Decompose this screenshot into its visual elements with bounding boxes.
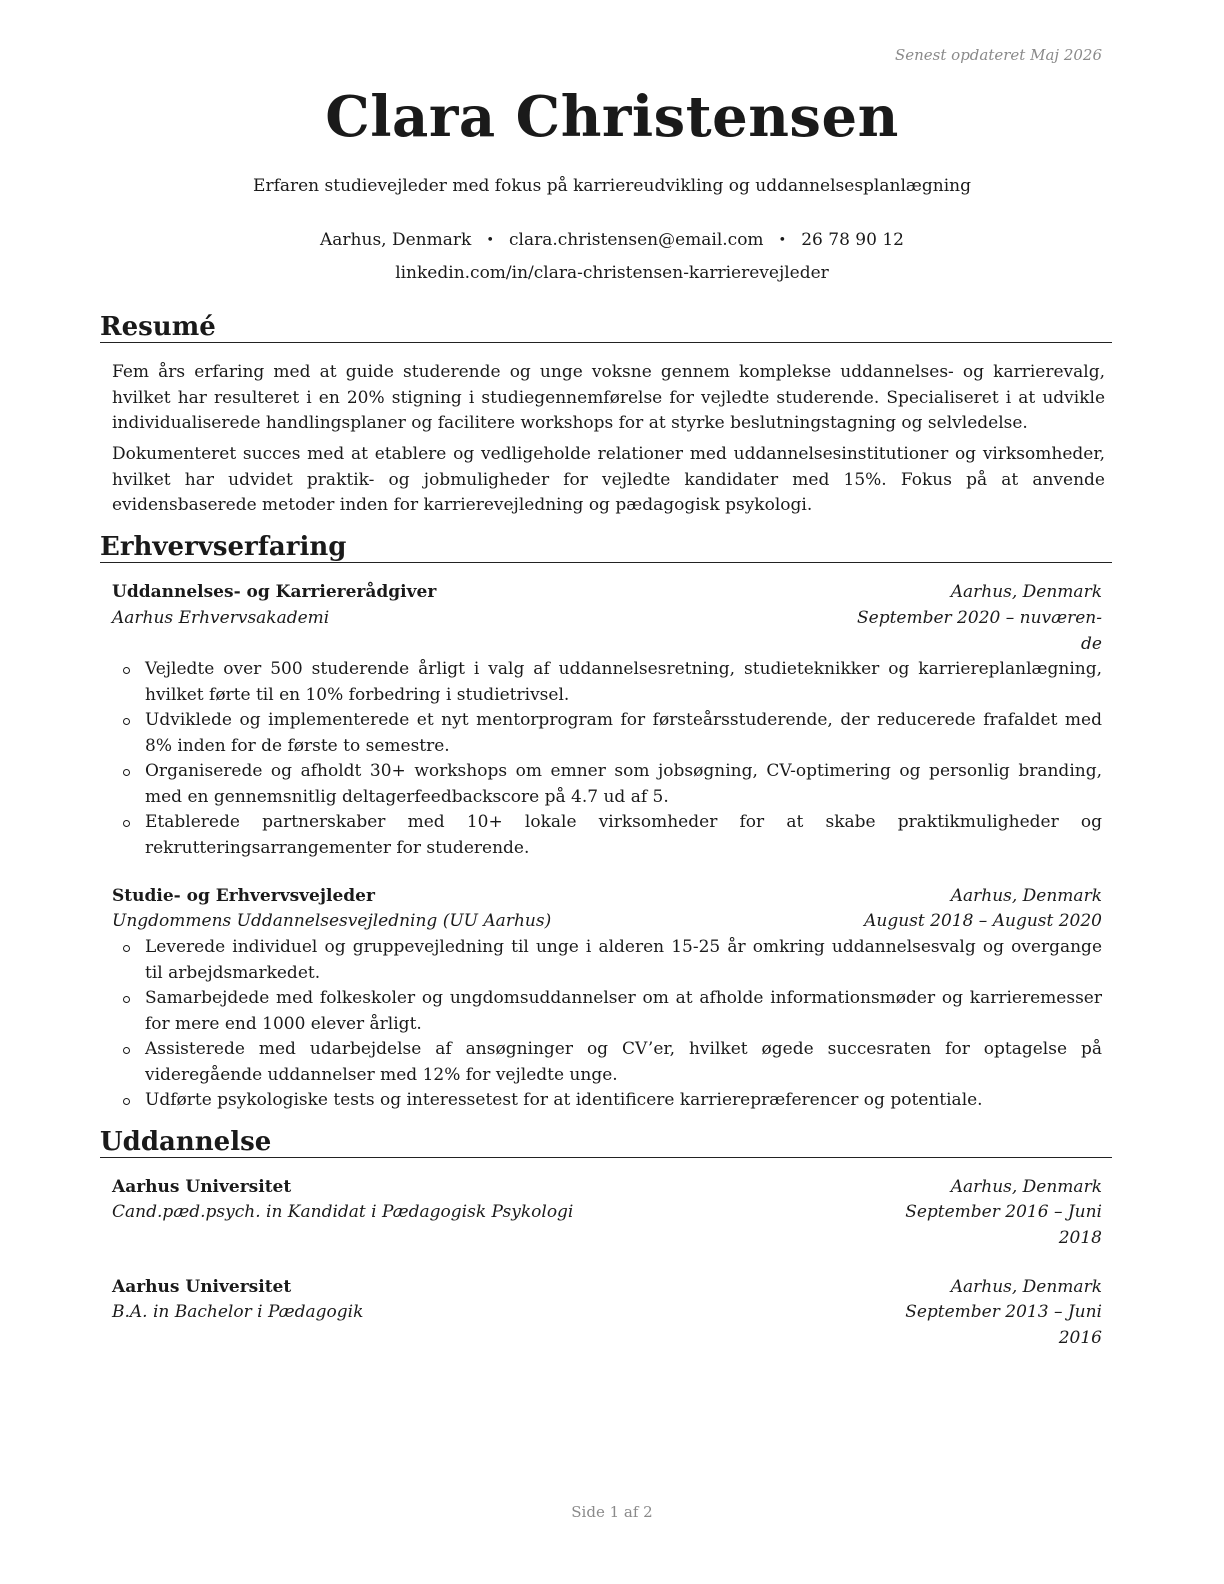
job-bullet-list xyxy=(112,657,1102,861)
job-location: Aarhus, Denmark xyxy=(950,886,1102,906)
job-organization: Aarhus Erhvervsakademi xyxy=(112,608,330,628)
bullet-text: Udviklede og implementerede et nyt mentorprogram for førsteårsstuderende, der reducerede frafaldet med 8% inden for de første to semestre. xyxy=(145,710,1102,756)
school-location: Aarhus, Denmark xyxy=(950,1177,1102,1197)
school-name: Aarhus Universitet xyxy=(112,1177,292,1197)
job-dates-line: de xyxy=(1081,633,1102,654)
circle-bullet-icon xyxy=(123,820,130,827)
education-dates-line: September 2016 – Juni xyxy=(905,1202,1102,1222)
school-location: Aarhus, Denmark xyxy=(950,1277,1102,1297)
bullet-text: Samarbejdede med folkeskoler og ungdomsuddannelser om at afholde informationsmøder og karrieremesser for mere end 1000 elever årligt. xyxy=(145,988,1102,1034)
education-dates xyxy=(862,1200,1102,1251)
bullet-separator: • xyxy=(486,233,494,248)
section-title-summary: Resumé xyxy=(100,313,1112,343)
job-organization: Ungdommens Uddannelsesvejledning (UU Aarhus) xyxy=(112,911,552,931)
contact-location: Aarhus, Denmark xyxy=(320,230,472,250)
list-item xyxy=(112,810,1102,861)
education-dates-line: 2016 xyxy=(1058,1327,1102,1348)
circle-bullet-icon xyxy=(123,996,130,1003)
education-dates xyxy=(862,1300,1102,1351)
bullet-text: Udførte psykologiske tests og interessetest for at identificere karrierepræferencer og potentiale. xyxy=(145,1090,983,1110)
last-updated-note: Senest opdateret Maj 2026 xyxy=(894,46,1102,64)
degree: Cand.pæd.psych. in Kandidat i Pædagogisk Psykologi xyxy=(112,1202,574,1222)
list-item xyxy=(112,1037,1102,1088)
section-title-education: Uddannelse xyxy=(100,1128,1112,1158)
circle-bullet-icon xyxy=(123,718,130,725)
bullet-text: Organiserede og afholdt 30+ workshops om emner som jobsøgning, CV-optimering og personlig branding, med en gennemsnitlig deltagerfeedbackscore på 4.7 ud af 5. xyxy=(145,761,1102,807)
contact-email[interactable]: clara.christensen@email.com xyxy=(508,230,764,250)
page-number: Side 1 af 2 xyxy=(571,1503,653,1521)
job-bullet-list xyxy=(112,935,1102,1114)
circle-bullet-icon xyxy=(123,1098,130,1105)
job-dates: August 2018 – August 2020 xyxy=(864,911,1102,931)
degree: B.A. in Bachelor i Pædagogik xyxy=(112,1302,364,1322)
candidate-name: Clara Christensen xyxy=(325,84,899,150)
contact-line xyxy=(0,230,1224,250)
job-location: Aarhus, Denmark xyxy=(950,582,1102,602)
list-item xyxy=(112,708,1102,759)
bullet-text: Assisterede med udarbejdelse af ansøgninger og CV’er, hvilket øgede succesraten for optagelse på videregående uddannelser med 12% for vejledte unge. xyxy=(145,1039,1102,1085)
job-title: Studie- og Erhvervsvejleder xyxy=(112,886,375,906)
list-item xyxy=(112,986,1102,1037)
bullet-text: Leverede individuel og gruppevejledning til unge i alderen 15-25 år omkring uddannelsesvalg og overgange til arbejdsmarkedet. xyxy=(145,937,1102,983)
section-title-experience: Erhvervserfaring xyxy=(100,533,1112,563)
summary-paragraph: Dokumenteret succes med at etablere og vedligeholde relationer med uddannelsesinstitutioner og virksomheder, hvilket har udvidet praktik- og jobmuligheder for vejledte kandidater med 15%. Fokus på at anvende evidensbaserede metoder inden for karrierevejledning og pædagogisk psykologi. xyxy=(112,444,1105,515)
job-dates-line: September 2020 – nuværen- xyxy=(856,608,1102,628)
circle-bullet-icon xyxy=(123,945,130,952)
contact-phone: 26 78 90 12 xyxy=(801,230,904,250)
contact-linkedin[interactable]: linkedin.com/in/clara-christensen-karrierevejleder xyxy=(395,263,829,283)
bullet-text: Etablerede partnerskaber med 10+ lokale virksomheder for at skabe praktikmuligheder og rekrutteringsarrangementer for studerende. xyxy=(145,812,1102,858)
tagline: Erfaren studievejleder med fokus på karriereudvikling og uddannelsesplanlægning xyxy=(253,176,971,196)
bullet-separator: • xyxy=(778,233,787,248)
circle-bullet-icon xyxy=(123,1047,130,1054)
education-dates-line: 2018 xyxy=(1058,1227,1102,1248)
list-item xyxy=(112,935,1102,986)
list-item xyxy=(112,657,1102,708)
summary-paragraph: Fem års erfaring med at guide studerende og unge voksne gennem komplekse uddannelses- og karrierevalg, hvilket har resulteret i en 20% stigning i studiegennemførelse for vejledte studerende. Specialiseret i at udvikle individualiserede handlingsplaner og facilitere workshops for at styrke beslutningstagning og selvledelse. xyxy=(112,362,1105,433)
job-title: Uddannelses- og Karriererådgiver xyxy=(112,582,437,602)
circle-bullet-icon xyxy=(123,769,130,776)
circle-bullet-icon xyxy=(123,667,130,674)
job-dates xyxy=(857,606,1102,657)
bullet-text: Vejledte over 500 studerende årligt i valg af uddannelsesretning, studieteknikker og karriereplanlægning, hvilket førte til en 10% forbedring i studietrivsel. xyxy=(145,659,1102,705)
school-name: Aarhus Universitet xyxy=(112,1277,292,1297)
list-item xyxy=(112,1088,1102,1114)
list-item xyxy=(112,759,1102,810)
education-dates-line: September 2013 – Juni xyxy=(905,1302,1102,1322)
